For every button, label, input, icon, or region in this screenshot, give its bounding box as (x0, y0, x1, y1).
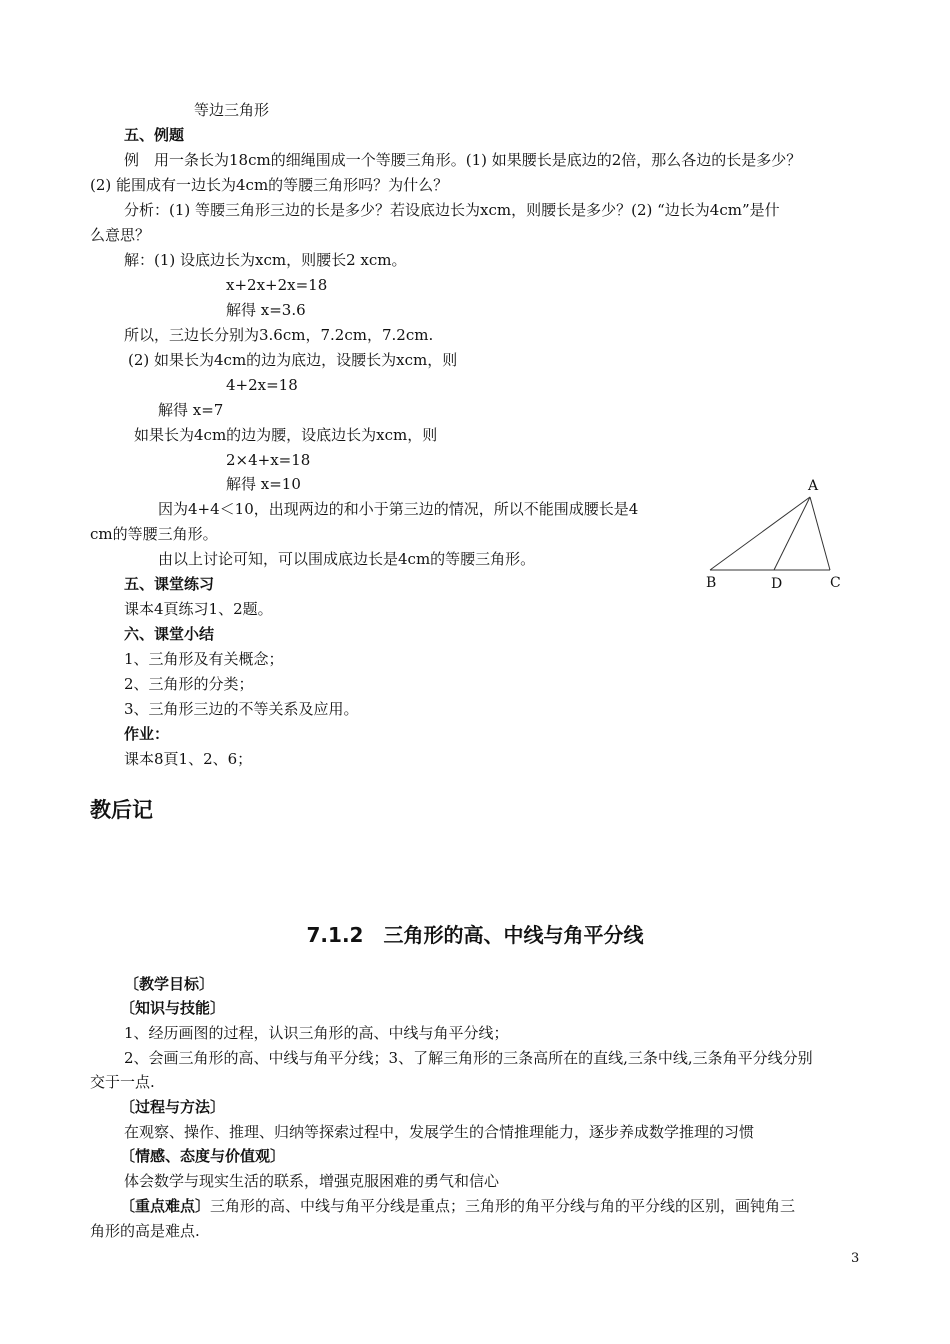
summary-item-2: 2、三角形的分类； (124, 675, 254, 693)
focus-line-2: 角形的高是难点. (90, 1222, 200, 1240)
example-text-1: 例 用一条长为18cm的细绳围成一个等腰三角形。(1) 如果腰长是底边的2倍，那么各边的长是多少？ (124, 151, 802, 169)
triangle-figure (700, 470, 850, 600)
knowledge-item-2a: 2、会画三角形的高、中线与角平分线；3、了解三角形的三条高所在的直线,三条中线,三条角平分线分别 (124, 1049, 813, 1067)
result-3: 解得 x=10 (226, 475, 301, 493)
focus-label: 〔重点难点〕 (120, 1197, 211, 1215)
solution-line-2: (2) 如果长为4cm的边为底边，设腰长为xcm，则 (128, 351, 458, 369)
goals-heading: 〔教学目标〕 (124, 975, 215, 993)
focus-line-1 (120, 1196, 795, 1216)
page-number: 3 (851, 1251, 860, 1266)
focus-text: 三角形的高、中线与角平分线是重点；三角形的角平分线与角的平分线的区别，画钝角三 (210, 1197, 796, 1215)
example-heading: 五、例题 (124, 126, 185, 144)
conclusion-text: 由以上讨论可知，可以围成底边长是4cm的等腰三角形。 (158, 550, 536, 568)
equation-1: x+2x+2x=18 (226, 276, 328, 294)
homework-text: 课本8頁1、2、6； (124, 750, 253, 768)
because-text-1: 因为4+4＜10，出现两边的和小于第三边的情况，所以不能围成腰长是4 (158, 500, 639, 518)
segment-ad (774, 497, 810, 570)
process-heading: 〔过程与方法〕 (120, 1098, 226, 1116)
label-a: A (808, 478, 819, 494)
knowledge-heading: 〔知识与技能〕 (120, 999, 226, 1017)
summary-item-1: 1、三角形及有关概念； (124, 650, 284, 668)
homework-heading: 作业： (124, 725, 170, 743)
summary-item-3: 3、三角形三边的不等关系及应用。 (124, 700, 359, 718)
because-text-2: cm的等腰三角形。 (90, 525, 218, 543)
knowledge-item-1: 1、经历画图的过程，认识三角形的高、中线与角平分线； (124, 1024, 509, 1042)
label-d: D (771, 576, 783, 592)
side-ac (810, 497, 830, 570)
solution-line-1: 解：(1) 设底边长为xcm，则腰长2 xcm。 (124, 251, 407, 269)
result-1: 解得 x=3.6 (226, 301, 306, 319)
afterword-heading: 教后记 (90, 798, 153, 822)
label-b: B (706, 575, 717, 591)
label-c: C (830, 575, 841, 591)
practice-heading: 五、课堂练习 (124, 575, 215, 593)
knowledge-item-2b: 交于一点. (90, 1073, 155, 1091)
equation-3: 2×4+x=18 (226, 451, 311, 469)
sides-result: 所以，三边长分别为3.6cm，7.2cm，7.2cm. (124, 326, 434, 344)
equation-2: 4+2x=18 (226, 376, 298, 394)
analysis-text-2: 么意思？ (90, 226, 151, 244)
equilateral-line: 等边三角形 (194, 101, 270, 119)
process-text: 在观察、操作、推理、归纳等探索过程中，发展学生的合情推理能力，逐步养成数学推理的习惯 (124, 1123, 755, 1141)
section-title: 7.1.2 三角形的高、中线与角平分线 (306, 923, 644, 947)
result-2: 解得 x=7 (158, 401, 224, 419)
attitude-text: 体会数学与现实生活的联系，增强克服困难的勇气和信心 (124, 1172, 500, 1190)
summary-heading: 六、课堂小结 (124, 625, 215, 643)
attitude-heading: 〔情感、态度与价值观〕 (120, 1147, 286, 1165)
analysis-text-1: 分析：(1) 等腰三角形三边的长是多少？若设底边长为xcm，则腰长是多少？(2) “边长为4cm”是什 (124, 201, 780, 219)
side-ab (710, 497, 810, 570)
practice-text: 课本4頁练习1、2题。 (124, 600, 273, 618)
solution-line-3: 如果长为4cm的边为腰，设底边长为xcm，则 (134, 426, 438, 444)
example-text-2: (2) 能围成有一边长为4cm的等腰三角形吗？为什么？ (90, 176, 449, 194)
